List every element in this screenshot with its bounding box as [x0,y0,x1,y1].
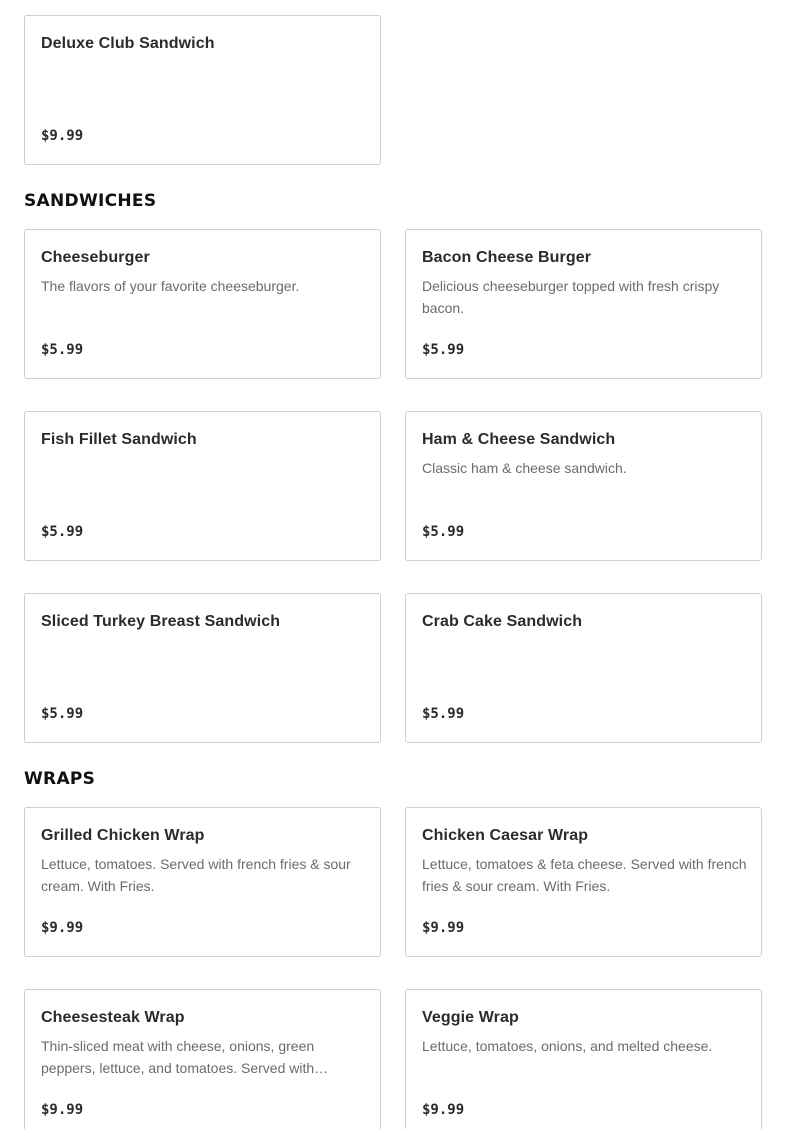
menu-item-card[interactable] [24,15,381,165]
menu-item-name: Cheeseburger [41,249,150,266]
menu-item-card[interactable] [24,989,381,1129]
menu-item-name: Ham & Cheese Sandwich [422,431,616,448]
menu-item-card[interactable] [405,593,762,743]
menu-item-name: Crab Cake Sandwich [422,613,583,630]
menu-item-card[interactable] [405,229,762,379]
menu-item-name: Chicken Caesar Wrap [422,827,589,844]
menu-item-name: Veggie Wrap [422,1009,519,1026]
menu-item-name: Bacon Cheese Burger [422,249,592,266]
section-title-sandwiches: SANDWICHES [24,191,157,211]
menu-item-card[interactable] [405,989,762,1129]
menu-item-description: The flavors of your favorite cheeseburger. [41,278,300,294]
menu-item-price: $5.99 [422,524,465,540]
menu-item-card[interactable] [405,807,762,957]
menu-item-price: $5.99 [41,342,84,358]
menu-item-name: Grilled Chicken Wrap [41,827,205,844]
section-title-wraps: WRAPS [24,769,96,789]
menu-item-price: $9.99 [422,920,465,936]
menu-item-description: Lettuce, tomatoes, onions, and melted cheese. [422,1038,713,1054]
menu-item-description: Classic ham & cheese sandwich. [422,460,627,476]
menu-item-name: Cheesesteak Wrap [41,1009,185,1026]
menu-item-price: $5.99 [422,706,465,722]
menu-item-price: $9.99 [41,128,84,144]
menu-item-card[interactable] [24,411,381,561]
menu-item-name: Deluxe Club Sandwich [41,35,215,52]
menu-item-card[interactable] [24,229,381,379]
menu-item-description: Lettuce, tomatoes & feta cheese. Served with french fries & sour cream. With Fries. [422,856,747,894]
menu-item-card[interactable] [24,807,381,957]
menu-item-name: Fish Fillet Sandwich [41,431,197,448]
menu-item-card[interactable] [405,411,762,561]
menu-item-price: $5.99 [422,342,465,358]
menu-item-description: Lettuce, tomatoes. Served with french fries & sour cream. With Fries. [41,856,351,894]
menu-item-price: $9.99 [41,1102,84,1118]
menu-item-price: $9.99 [422,1102,465,1118]
menu-item-price: $5.99 [41,706,84,722]
menu-item-description: Thin-sliced meat with cheese, onions, green peppers, lettuce, and tomatoes. Served with… [41,1038,329,1076]
menu-item-price: $5.99 [41,524,84,540]
menu-item-card[interactable] [24,593,381,743]
menu-item-name: Sliced Turkey Breast Sandwich [41,613,281,630]
menu-item-description: Delicious cheeseburger topped with fresh crispy bacon. [422,278,720,316]
menu-item-price: $9.99 [41,920,84,936]
